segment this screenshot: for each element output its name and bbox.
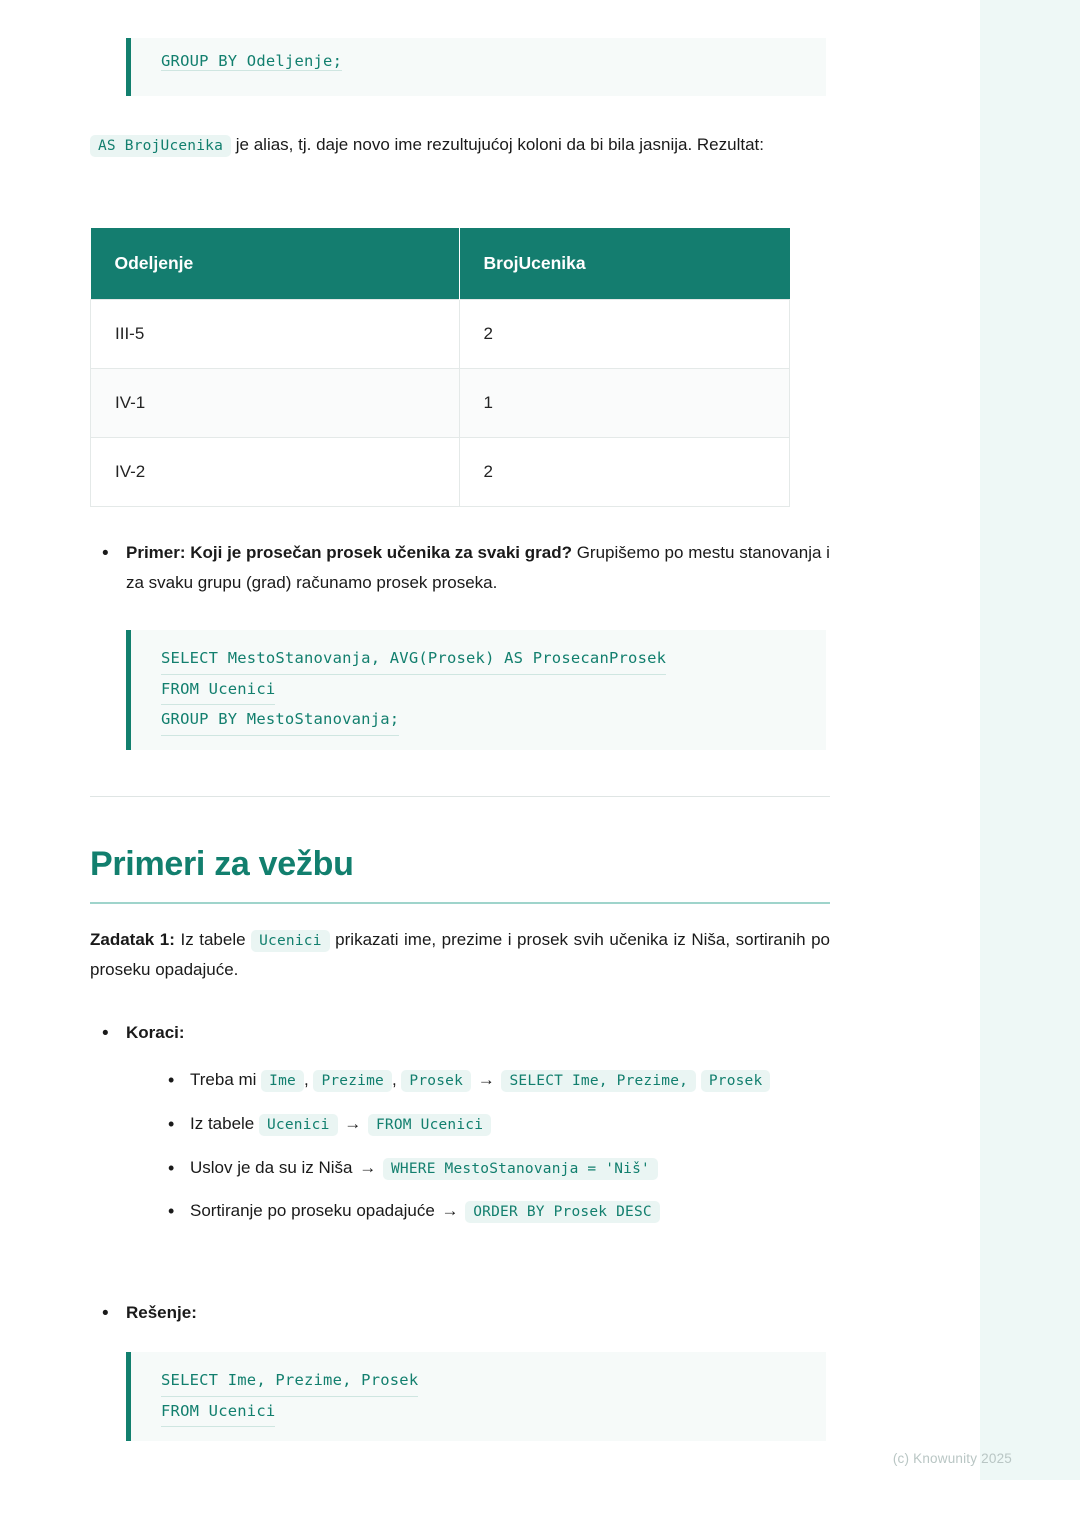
table-row bbox=[91, 300, 790, 369]
solution-label: Rešenje: bbox=[126, 1303, 197, 1322]
table-cell-odeljenje: III-5 bbox=[91, 300, 460, 369]
code-block-group-by bbox=[126, 38, 826, 96]
inline-code-prosek: Prosek bbox=[401, 1070, 471, 1092]
example-bullet-bold: Primer: Koji je prosečan prosek učenika za svaki grad? bbox=[126, 543, 572, 562]
result-table-wrapper bbox=[90, 228, 830, 507]
section-underline bbox=[90, 902, 830, 904]
solution-list bbox=[90, 1298, 830, 1328]
code-line: GROUP BY MestoStanovanja; bbox=[161, 705, 399, 736]
list-item bbox=[160, 1106, 830, 1142]
list-item bbox=[160, 1150, 830, 1186]
code-block-solution-wrapper bbox=[126, 1352, 826, 1441]
steps-list bbox=[90, 1018, 830, 1229]
step-text: Iz tabele bbox=[190, 1113, 259, 1133]
list-item bbox=[90, 1018, 830, 1229]
step-text: Sortiranje po proseku opadajuće bbox=[190, 1201, 440, 1221]
step-text: Uslov je da su iz Niša bbox=[190, 1157, 358, 1177]
table-header-odeljenje: Odeljenje bbox=[91, 228, 460, 300]
table-cell-brojucenika: 1 bbox=[459, 369, 790, 438]
step-text: Treba mi bbox=[190, 1070, 262, 1090]
table-header-row bbox=[91, 228, 790, 300]
example-bullet-wrapper bbox=[90, 538, 830, 599]
code-line: FROM Ucenici bbox=[161, 1397, 275, 1428]
task-text-before: Iz tabele bbox=[174, 930, 252, 949]
section-divider bbox=[90, 796, 830, 797]
section-heading-wrapper bbox=[90, 845, 830, 904]
table-cell-odeljenje: IV-2 bbox=[91, 438, 460, 507]
task-label: Zadatak 1: bbox=[90, 930, 175, 949]
table-cell-odeljenje: IV-1 bbox=[91, 369, 460, 438]
steps-label: Koraci: bbox=[126, 1023, 185, 1042]
watermark: (c) Knowunity 2025 bbox=[892, 1451, 1012, 1466]
alias-paragraph bbox=[90, 130, 830, 160]
inline-code-ucenici: Ucenici bbox=[259, 1114, 338, 1136]
list-item bbox=[90, 538, 830, 599]
alias-paragraph-text: je alias, tj. daje novo ime rezultujućoj koloni da bi bila jasnija. Rezultat: bbox=[231, 135, 764, 154]
step-separator: , bbox=[391, 1070, 397, 1090]
list-item bbox=[160, 1062, 830, 1098]
right-rail-background bbox=[980, 0, 1080, 1480]
inline-code-select-clause: SELECT Ime, Prezime, bbox=[501, 1070, 696, 1092]
page-title: Primeri za vežbu bbox=[90, 845, 354, 883]
code-block-avg bbox=[126, 630, 826, 750]
solution-wrapper bbox=[90, 1298, 830, 1328]
table-row bbox=[91, 438, 790, 507]
arrow-icon: → bbox=[359, 1157, 377, 1177]
list-item bbox=[160, 1193, 830, 1229]
arrow-icon: → bbox=[477, 1070, 495, 1090]
code-line: SELECT MestoStanovanja, AVG(Prosek) AS ProsecanProsek bbox=[161, 644, 666, 675]
right-rail-divider bbox=[977, 0, 980, 1480]
code-block-solution bbox=[126, 1352, 826, 1441]
arrow-icon: → bbox=[441, 1201, 459, 1221]
divider-wrapper bbox=[90, 796, 830, 797]
arrow-icon: → bbox=[344, 1113, 362, 1133]
steps-wrapper bbox=[90, 1018, 830, 1237]
inline-code-ime: Ime bbox=[261, 1070, 304, 1092]
inline-code-select-clause-cont: Prosek bbox=[701, 1070, 771, 1092]
task-text-after: prikazati ime, prezime i prosek svih učenika iz Niša, sortiranih po proseku opadajuće. bbox=[90, 930, 830, 979]
inline-code-from-clause: FROM Ucenici bbox=[368, 1114, 491, 1136]
list-item bbox=[90, 1298, 830, 1328]
code-line: FROM Ucenici bbox=[161, 675, 275, 706]
steps-sublist bbox=[160, 1062, 830, 1229]
table-row bbox=[91, 369, 790, 438]
example-bullet-rest: Grupišemo po mestu stanovanja i za svaku grupu (grad) računamo prosek proseka. bbox=[126, 543, 830, 593]
example-bullet-list bbox=[90, 538, 830, 599]
table-cell-brojucenika: 2 bbox=[459, 438, 790, 507]
result-table bbox=[90, 228, 790, 507]
inline-code-order-by-clause: ORDER BY Prosek DESC bbox=[465, 1201, 660, 1223]
table-cell-brojucenika: 2 bbox=[459, 300, 790, 369]
task-paragraph bbox=[90, 925, 830, 985]
step-separator: , bbox=[303, 1070, 309, 1090]
inline-code-as-brojucenika: AS BrojUcenika bbox=[90, 135, 231, 157]
inline-code-prezime: Prezime bbox=[313, 1070, 392, 1092]
code-line: SELECT Ime, Prezime, Prosek bbox=[161, 1366, 418, 1397]
table-header-brojucenika: BrojUcenika bbox=[459, 228, 790, 300]
code-block-avg-wrapper bbox=[126, 630, 826, 750]
inline-code-where-clause: WHERE MestoStanovanja = 'Niš' bbox=[383, 1158, 658, 1180]
alias-paragraph-wrapper bbox=[90, 130, 830, 160]
task-paragraph-wrapper bbox=[90, 925, 830, 985]
code-line: GROUP BY Odeljenje; bbox=[161, 52, 343, 70]
inline-code-ucenici: Ucenici bbox=[251, 930, 330, 952]
